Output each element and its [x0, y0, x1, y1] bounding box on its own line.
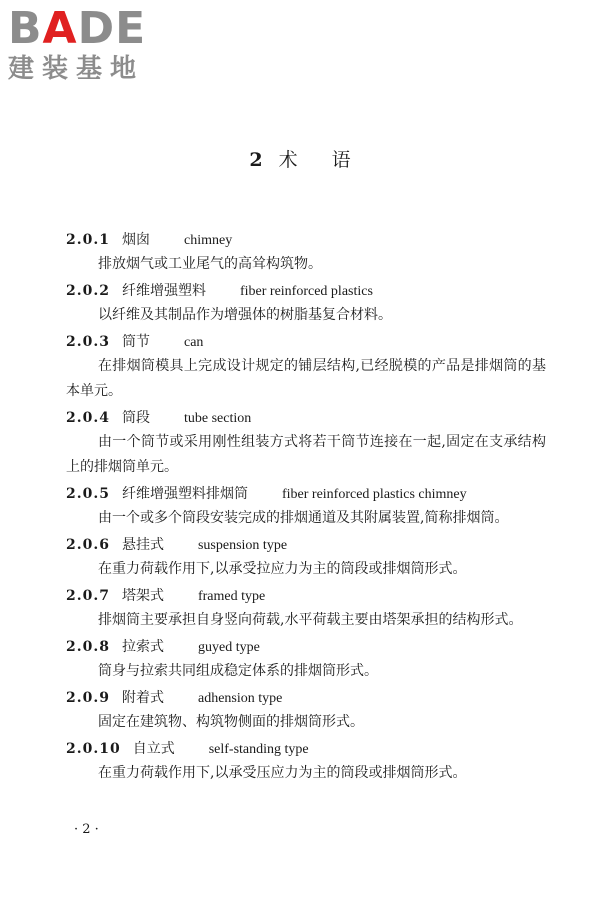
term-english: framed type — [197, 589, 266, 604]
term-english: tube section — [183, 411, 252, 426]
term-definition: 由一个或多个筒段安装完成的排烟通道及其附属装置,简称排烟筒。 — [98, 510, 509, 526]
term-definition: 由一个筒节或采用刚性组装方式将若干筒节连接在一起,固定在支承结构上的排烟筒单元。 — [66, 434, 546, 475]
term-number: 2.0.3 — [66, 334, 110, 350]
term-entry — [66, 330, 546, 404]
term-definition: 在重力荷载作用下,以承受拉应力为主的筒段或排烟筒形式。 — [98, 561, 467, 577]
term-english: adhension type — [197, 691, 283, 706]
term-definition: 在排烟筒模具上完成设计规定的铺层结构,已经脱模的产品是排烟筒的基本单元。 — [66, 358, 546, 399]
term-chinese: 悬挂式 — [121, 537, 164, 553]
chapter-title-char-2: 语 — [331, 149, 351, 171]
term-english: fiber reinforced plastics chimney — [281, 487, 467, 502]
term-english: can — [183, 335, 204, 350]
chapter-title — [0, 148, 600, 172]
term-chinese: 塔架式 — [121, 588, 164, 604]
term-number: 2.0.5 — [66, 486, 110, 502]
term-number: 2.0.2 — [66, 283, 110, 299]
term-number: 2.0.10 — [66, 741, 121, 757]
term-entry — [66, 482, 546, 531]
logo-wordmark: BADE — [8, 3, 147, 54]
term-number: 2.0.8 — [66, 639, 110, 655]
term-entry — [66, 686, 546, 735]
term-chinese: 自立式 — [132, 741, 175, 757]
term-entry — [66, 279, 546, 328]
term-entry — [66, 406, 546, 480]
term-chinese: 附着式 — [121, 690, 164, 706]
term-english: suspension type — [197, 538, 288, 553]
term-definition: 以纤维及其制品作为增强体的树脂基复合材料。 — [98, 307, 392, 323]
term-chinese: 筒段 — [121, 410, 150, 426]
term-entry — [66, 737, 546, 786]
term-number: 2.0.1 — [66, 232, 110, 248]
term-definition: 固定在建筑物、构筑物侧面的排烟筒形式。 — [98, 714, 364, 730]
term-chinese: 拉索式 — [121, 639, 164, 655]
chapter-title-char-1: 术 — [278, 149, 298, 171]
logo-subtitle: 建装基地 — [8, 54, 145, 84]
terms-list — [66, 226, 546, 786]
term-english: chimney — [183, 233, 233, 248]
term-chinese: 纤维增强塑料排烟筒 — [121, 486, 248, 502]
term-number: 2.0.7 — [66, 588, 110, 604]
term-chinese: 烟囱 — [121, 232, 150, 248]
term-entry — [66, 584, 546, 633]
term-definition: 排烟筒主要承担自身竖向荷载,水平荷载主要由塔架承担的结构形式。 — [98, 612, 523, 628]
brand-logo — [8, 4, 178, 88]
term-english: guyed type — [197, 640, 260, 655]
term-definition: 在重力荷载作用下,以承受压应力为主的筒段或排烟筒形式。 — [98, 765, 467, 781]
term-chinese: 筒节 — [121, 334, 150, 350]
term-number: 2.0.4 — [66, 410, 110, 426]
term-chinese: 纤维增强塑料 — [121, 283, 206, 299]
term-english: self-standing type — [208, 742, 309, 757]
term-definition: 排放烟气或工业尾气的高耸构筑物。 — [98, 256, 322, 272]
term-entry — [66, 635, 546, 684]
term-number: 2.0.9 — [66, 690, 110, 706]
term-number: 2.0.6 — [66, 537, 110, 553]
page-number: · 2 · — [74, 822, 99, 837]
chapter-number: 2 — [249, 149, 263, 171]
term-english: fiber reinforced plastics — [239, 284, 373, 299]
term-definition: 筒身与拉索共同组成稳定体系的排烟筒形式。 — [98, 663, 378, 679]
term-entry — [66, 533, 546, 582]
term-entry — [66, 228, 546, 277]
